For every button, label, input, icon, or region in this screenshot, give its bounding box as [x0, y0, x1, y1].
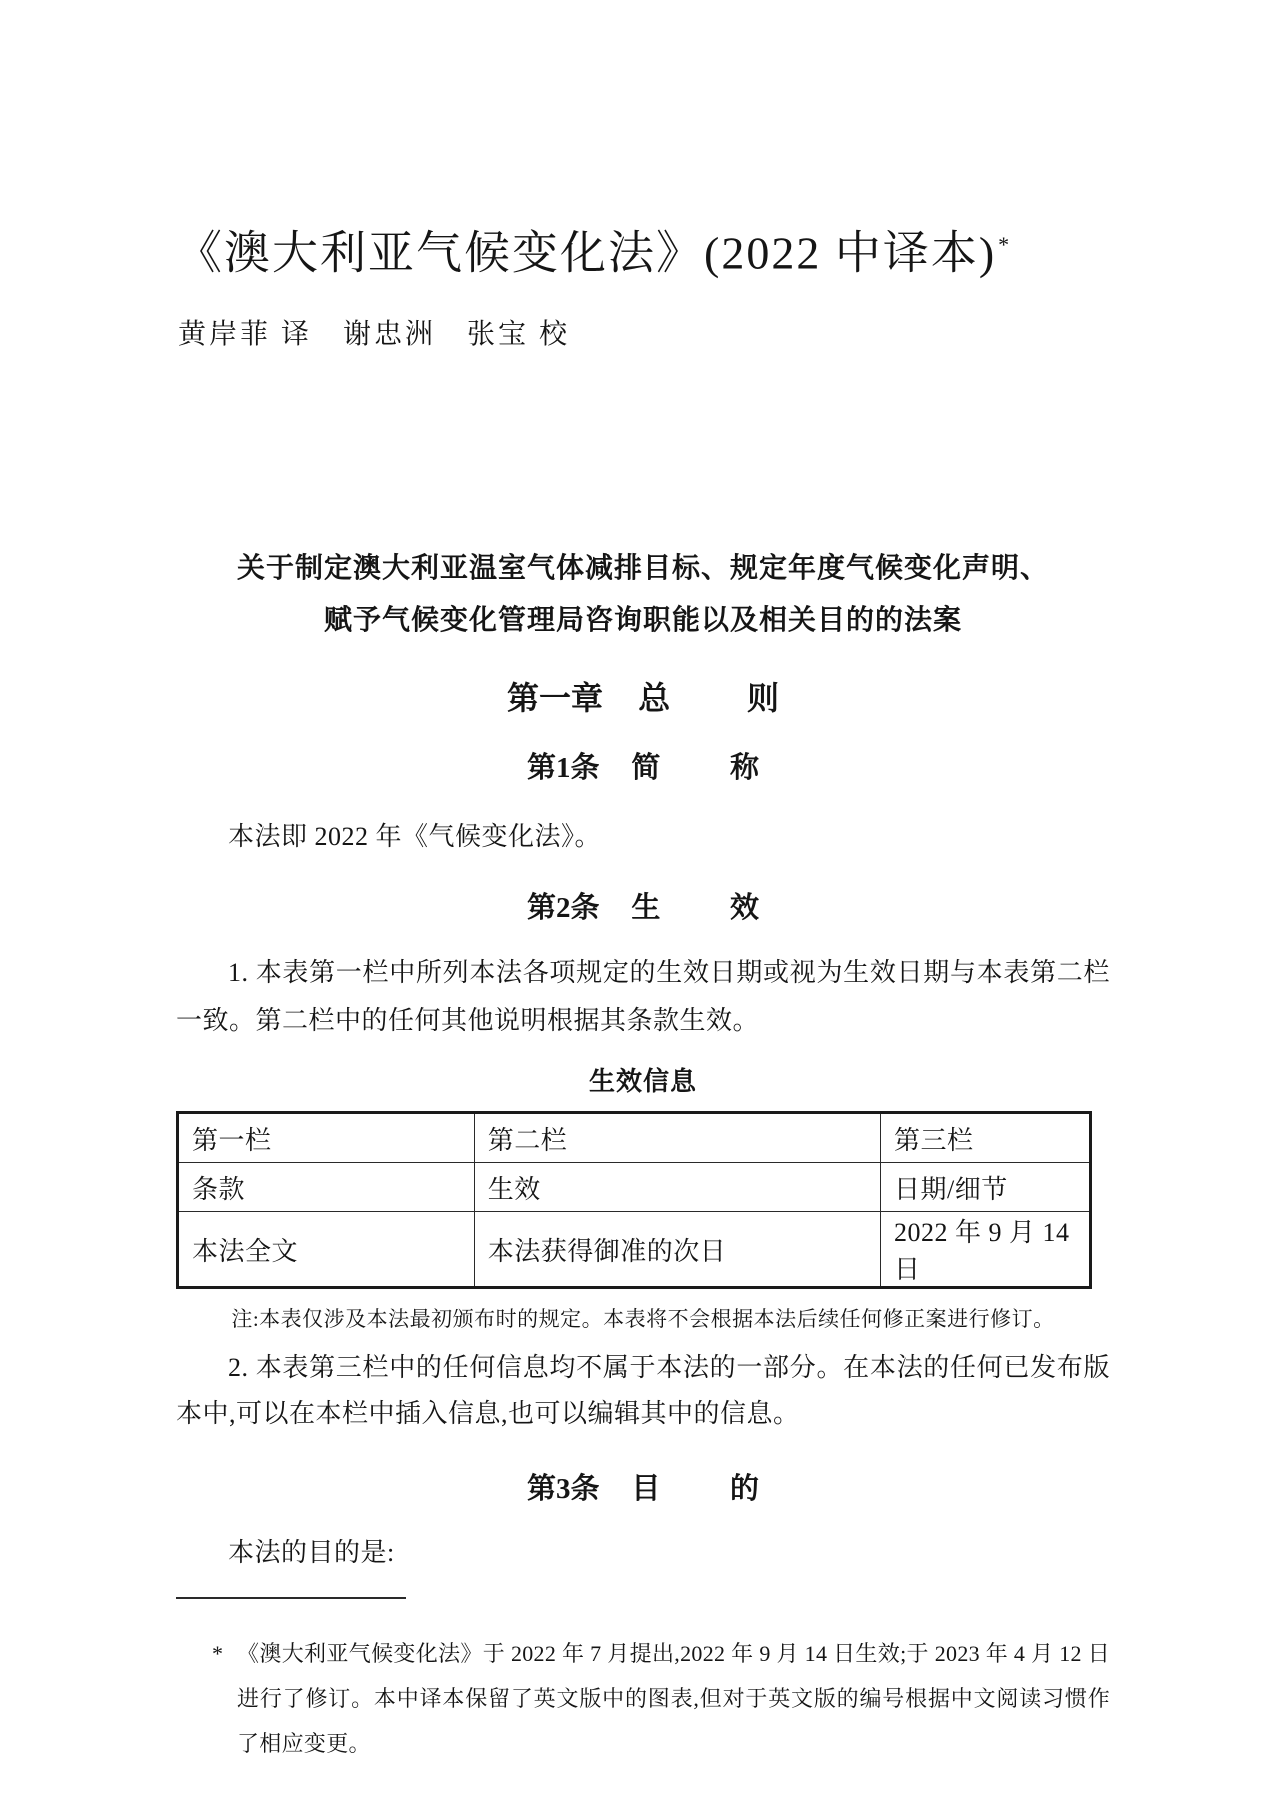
section-2-paragraph-2: 2. 本表第三栏中的任何信息均不属于本法的一部分。在本法的任何已发布版本中,可以在本栏中插入信息,也可以编辑其中的信息。 — [176, 1353, 1110, 1429]
preamble-line-1: 关于制定澳大利亚温室气体减排目标、规定年度气候变化声明、 — [236, 552, 1049, 584]
section-3-word-2: 的 — [730, 1473, 760, 1506]
table-cell: 本法全文 — [178, 1212, 475, 1288]
table-cell: 2022 年 9 月 14 日 — [881, 1212, 1091, 1288]
preamble — [176, 542, 1110, 646]
section-2-word-1: 生 — [631, 892, 661, 925]
section-2-word-2: 效 — [730, 892, 760, 925]
table-cell: 条款 — [178, 1163, 475, 1212]
table-row-header — [178, 1113, 1091, 1163]
section-3-heading — [176, 1471, 1110, 1507]
table-cell: 日期/细节 — [881, 1163, 1091, 1212]
chapter-1-word-2: 则 — [747, 680, 780, 717]
preamble-line-2: 赋予气候变化管理局咨询职能以及相关目的的法案 — [323, 604, 962, 636]
table-cell: 生效 — [474, 1163, 880, 1212]
chapter-1-heading — [176, 678, 1110, 718]
footnote-divider — [176, 1597, 406, 1599]
table-cell: 第一栏 — [178, 1113, 475, 1163]
table-row — [178, 1212, 1091, 1288]
section-2-paragraph-1: 1. 本表第一栏中所列本法各项规定的生效日期或视为生效日期与本表第二栏一致。第二栏中的任何其他说明根据其条款生效。 — [176, 958, 1110, 1036]
footnote — [212, 1631, 1110, 1766]
section-1-heading — [176, 750, 1110, 786]
table-row — [178, 1163, 1091, 1212]
table-note: 注:本表仅涉及本法最初颁布时的规定。本表将不会根据本法后续任何修正案进行修订。 — [231, 1307, 1055, 1332]
section-3-word-1: 目 — [631, 1473, 661, 1506]
section-1-label: 第1条 — [526, 752, 600, 785]
section-1-word-2: 称 — [730, 752, 760, 785]
footnote-marker: * — [212, 1641, 224, 1667]
section-2-heading — [176, 890, 1110, 926]
table-title: 生效信息 — [588, 1066, 697, 1097]
page-content — [176, 218, 1110, 1766]
section-2-label: 第2条 — [526, 892, 600, 925]
table-cell: 本法获得御准的次日 — [474, 1212, 880, 1288]
section-3-body: 本法的目的是: — [228, 1538, 395, 1568]
commencement-table — [176, 1111, 1092, 1289]
table-cell: 第二栏 — [474, 1113, 880, 1163]
document-title — [176, 218, 1110, 279]
table-cell: 第三栏 — [881, 1113, 1091, 1163]
chapter-1-word-1: 总 — [638, 680, 671, 717]
byline: 黄岸菲 译 谢忠洲 张宝 校 — [178, 319, 571, 351]
title-footnote-marker: * — [998, 232, 1010, 257]
section-3-label: 第3条 — [526, 1473, 600, 1506]
document-title-text: 《澳大利亚气候变化法》(2022 中译本) — [176, 227, 997, 279]
section-1-body: 本法即 2022 年《气候变化法》。 — [228, 822, 602, 852]
chapter-1-label: 第一章 — [506, 680, 603, 717]
section-1-word-1: 简 — [631, 752, 661, 785]
footnote-text: 《澳大利亚气候变化法》于 2022 年 7 月提出,2022 年 9 月 14 日生效;于 2023 年 4 月 12 日进行了修订。本中译本保留了英文版中的图表,但对于英文版的编号根据中文阅读习惯作了相应变更。 — [237, 1641, 1110, 1757]
